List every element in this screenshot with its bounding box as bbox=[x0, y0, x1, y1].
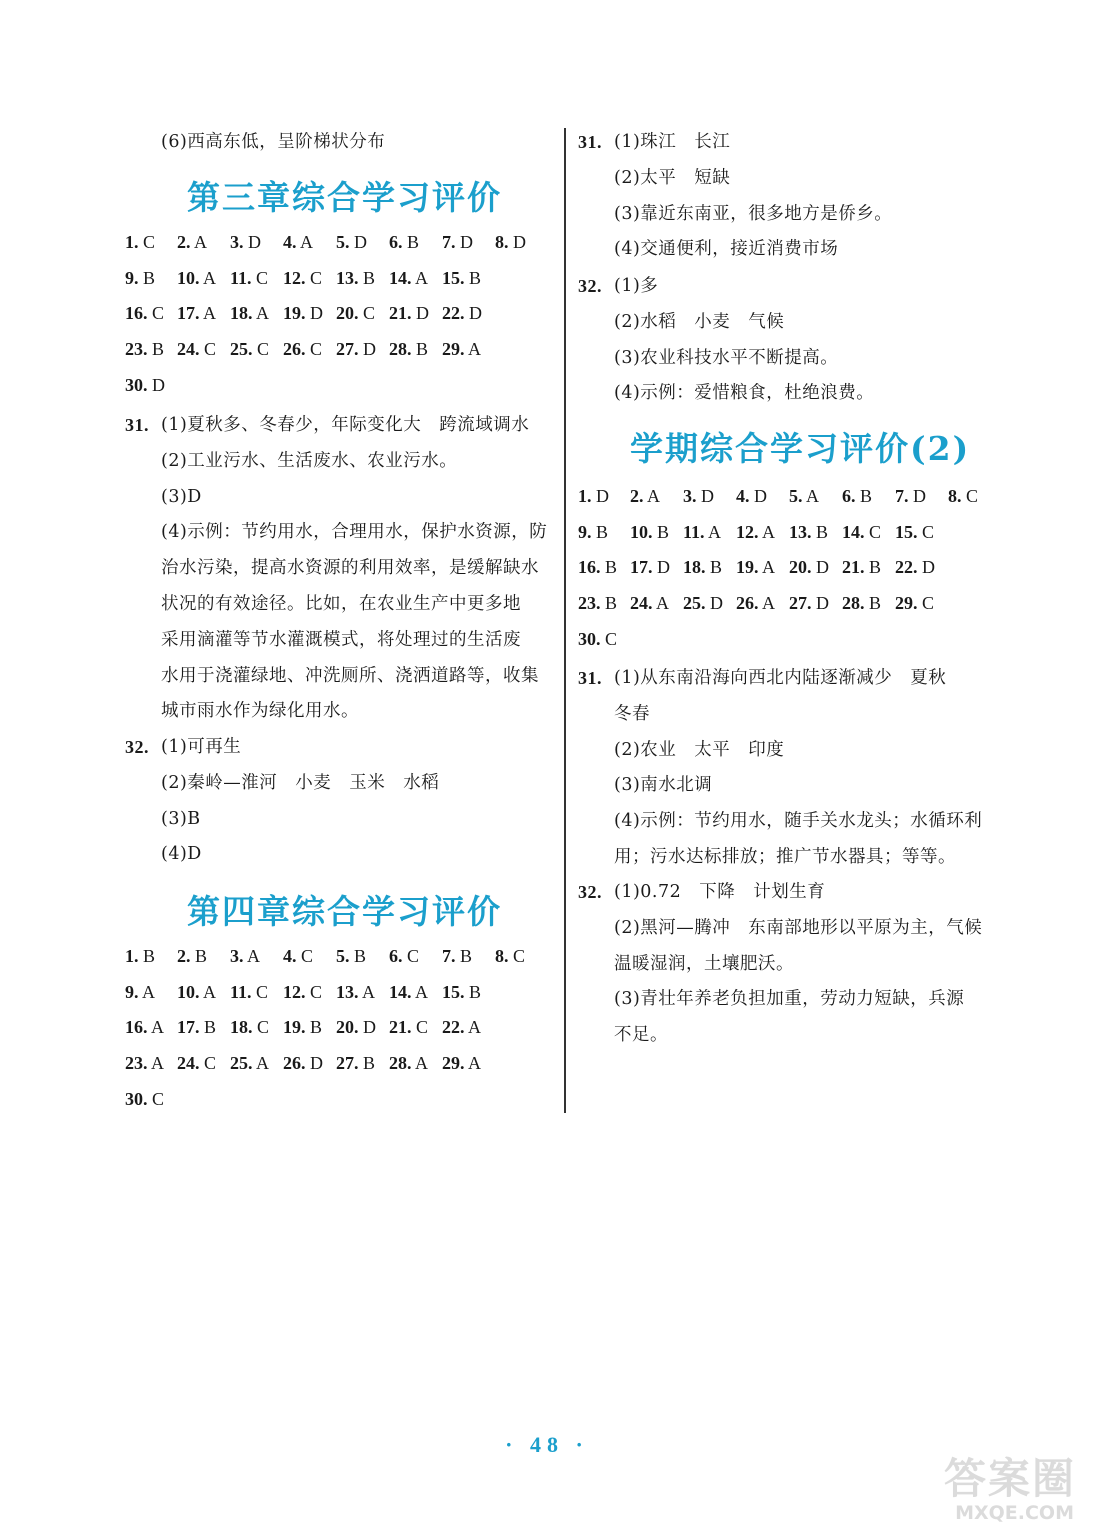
answer-item: 16. A bbox=[125, 1017, 165, 1038]
answer-line: (2)黑河—腾冲 东南部地形以平原为主，气候 bbox=[614, 917, 983, 938]
answer-item: 27. B bbox=[336, 1053, 376, 1074]
answer-item: 6. C bbox=[389, 946, 420, 966]
answer-item: 6. B bbox=[842, 486, 873, 506]
answer-item: 21. B bbox=[842, 557, 882, 578]
chapter3-title: 第三章综合学习评价 bbox=[187, 178, 502, 217]
answer-line: (4)D bbox=[161, 844, 202, 865]
answer-item: 14. A bbox=[389, 981, 429, 1002]
answer-line: (3)农业科技水平不断提高。 bbox=[614, 347, 839, 368]
answer-line: 状况的有效途径。比如，在农业生产中更多地 bbox=[161, 594, 521, 614]
answer-row bbox=[125, 1089, 545, 1113]
answer-item: 6. B bbox=[389, 232, 420, 252]
answer-row bbox=[125, 268, 545, 292]
answer-item: 17. D bbox=[630, 557, 670, 578]
answer-item: 18. A bbox=[230, 303, 270, 324]
answer-item: 22. D bbox=[895, 557, 935, 578]
term-evaluation-title: 学期综合学习评价(2) bbox=[630, 429, 971, 468]
prev-answer-line: (6)西高东低，呈阶梯状分布 bbox=[161, 132, 386, 152]
watermark-logo bbox=[906, 1446, 1076, 1524]
answer-item: 9. B bbox=[125, 267, 156, 288]
answer-item: 19. A bbox=[736, 557, 776, 578]
answer-item: 26. C bbox=[283, 339, 323, 360]
answer-item: 25. D bbox=[683, 593, 723, 614]
answer-line: (4)交通便利，接近消费市场 bbox=[614, 239, 839, 260]
question-31-number: 31. bbox=[125, 415, 149, 435]
watermark-line2: MXQE.COM bbox=[955, 1502, 1074, 1524]
answer-row bbox=[125, 946, 545, 970]
answer-line: (1)从东南沿海向西北内陆逐渐减少 夏秋 bbox=[614, 668, 947, 688]
answer-row bbox=[125, 375, 545, 399]
answer-line: (3)D bbox=[161, 486, 202, 507]
answer-row bbox=[578, 593, 998, 617]
column-divider bbox=[564, 128, 566, 1113]
answer-item: 4. A bbox=[283, 232, 314, 252]
answer-item: 9. A bbox=[125, 981, 156, 1002]
answer-row bbox=[125, 982, 545, 1006]
answer-item: 1. D bbox=[578, 486, 609, 506]
answer-item: 23. B bbox=[125, 339, 165, 360]
answer-line: (1)0.72 下降 计划生育 bbox=[614, 882, 826, 902]
answer-line: (1)多 bbox=[614, 276, 659, 296]
question-32-number: 32. bbox=[125, 737, 149, 757]
answer-item: 3. A bbox=[230, 946, 261, 966]
answer-item: 12. C bbox=[283, 981, 323, 1002]
answer-item: 7. D bbox=[895, 486, 926, 506]
answer-item: 28. A bbox=[389, 1053, 429, 1074]
answer-item: 28. B bbox=[842, 593, 882, 614]
answer-item: 11. C bbox=[230, 267, 269, 288]
answer-line: (1)夏秋多、冬春少，年际变化大 跨流域调水 bbox=[161, 415, 530, 435]
answer-item: 7. D bbox=[442, 232, 473, 252]
answer-line: (1)可再生 bbox=[161, 737, 242, 757]
answer-item: 15. B bbox=[442, 267, 482, 288]
watermark-line1: 答案圈 bbox=[943, 1454, 1076, 1503]
answer-line: (2)工业污水、生活废水、农业污水。 bbox=[161, 450, 458, 471]
answer-row bbox=[125, 232, 545, 256]
answer-line: (3)南水北调 bbox=[614, 775, 713, 796]
answer-item: 27. D bbox=[789, 593, 829, 614]
answer-line: (2)农业 太平 印度 bbox=[614, 739, 785, 760]
answer-item: 11. C bbox=[230, 981, 269, 1002]
answer-item: 4. C bbox=[283, 946, 314, 966]
answer-item: 5. A bbox=[789, 486, 820, 506]
answer-item: 19. B bbox=[283, 1017, 323, 1038]
answer-item: 21. C bbox=[389, 1017, 429, 1038]
answer-line: 温暖湿润，土壤肥沃。 bbox=[614, 953, 794, 974]
answer-line: (2)水稻 小麦 气候 bbox=[614, 311, 785, 332]
answer-item: 1. C bbox=[125, 232, 156, 252]
answer-item: 24. C bbox=[177, 1053, 217, 1074]
r-question-32-number: 32. bbox=[578, 276, 602, 296]
page-number: · 48 · bbox=[505, 1432, 589, 1457]
answer-line: (3)靠近东南亚，很多地方是侨乡。 bbox=[614, 203, 893, 224]
answer-line: 冬春 bbox=[614, 703, 650, 724]
answer-item: 24. C bbox=[177, 339, 217, 360]
answer-item: 20. C bbox=[336, 303, 376, 324]
answer-item: 2. B bbox=[177, 946, 208, 966]
answer-item: 13. B bbox=[336, 267, 376, 288]
answer-item: 2. A bbox=[630, 486, 661, 506]
answer-item: 16. C bbox=[125, 303, 165, 324]
answer-item: 23. A bbox=[125, 1053, 165, 1074]
answer-item: 28. B bbox=[389, 339, 429, 360]
answer-line: 不足。 bbox=[614, 1025, 668, 1046]
answer-item: 26. D bbox=[283, 1053, 323, 1074]
answer-item: 12. A bbox=[736, 521, 776, 542]
answer-line: 城市雨水作为绿化用水。 bbox=[161, 701, 359, 722]
answer-item: 1. B bbox=[125, 946, 156, 966]
answer-row bbox=[578, 522, 998, 546]
chapter4-title: 第四章综合学习评价 bbox=[187, 892, 502, 931]
answer-item: 9. B bbox=[578, 521, 609, 542]
answer-item: 8. C bbox=[948, 486, 979, 506]
term-question-32-number: 32. bbox=[578, 882, 602, 902]
answer-line: 治水污染，提高水资源的利用效率，是缓解缺水 bbox=[161, 558, 539, 579]
answer-line: (4)示例：爱惜粮食，杜绝浪费。 bbox=[614, 383, 875, 404]
answer-line: (4)示例：节约用水，合理用水，保护水资源，防 bbox=[161, 522, 548, 543]
answer-line: 用；污水达标排放；推广节水器具；等等。 bbox=[614, 847, 956, 867]
answer-item: 15. C bbox=[895, 521, 935, 542]
answer-item: 26. A bbox=[736, 593, 776, 614]
answer-row bbox=[125, 339, 545, 363]
answer-item: 27. D bbox=[336, 339, 376, 360]
answer-item: 20. D bbox=[789, 557, 829, 578]
answer-item: 17. A bbox=[177, 303, 217, 324]
answer-item: 13. A bbox=[336, 981, 376, 1002]
answer-row bbox=[578, 557, 998, 581]
answer-item: 29. A bbox=[442, 339, 482, 360]
answer-line: (1)珠江 长江 bbox=[614, 132, 731, 152]
answer-item: 23. B bbox=[578, 593, 618, 614]
answer-item: 8. D bbox=[495, 232, 526, 252]
answer-item: 30. C bbox=[125, 1088, 165, 1109]
r-question-31-number: 31. bbox=[578, 132, 602, 152]
answer-row bbox=[578, 486, 998, 510]
answer-item: 10. A bbox=[177, 267, 217, 288]
answer-item: 30. C bbox=[578, 628, 618, 649]
answer-item: 8. C bbox=[495, 946, 526, 966]
answer-item: 29. A bbox=[442, 1053, 482, 1074]
answer-item: 30. D bbox=[125, 374, 165, 395]
answer-item: 15. B bbox=[442, 981, 482, 1002]
answer-row bbox=[125, 1017, 545, 1041]
answer-item: 29. C bbox=[895, 593, 935, 614]
answer-line: 水用于浇灌绿地、冲洗厕所、浇洒道路等，收集 bbox=[161, 665, 539, 686]
answer-line: 采用滴灌等节水灌溉模式，将处理过的生活废 bbox=[161, 629, 521, 650]
answer-item: 16. B bbox=[578, 557, 618, 578]
answer-item: 3. D bbox=[230, 232, 261, 252]
answer-item: 4. D bbox=[736, 486, 767, 506]
answer-item: 22. D bbox=[442, 303, 482, 324]
answer-item: 25. C bbox=[230, 339, 270, 360]
answer-item: 14. A bbox=[389, 267, 429, 288]
answer-item: 24. A bbox=[630, 593, 670, 614]
answer-item: 5. B bbox=[336, 946, 367, 966]
answer-item: 7. B bbox=[442, 946, 473, 966]
answer-item: 13. B bbox=[789, 521, 829, 542]
answer-item: 17. B bbox=[177, 1017, 217, 1038]
answer-item: 2. A bbox=[177, 232, 208, 252]
answer-item: 21. D bbox=[389, 303, 429, 324]
answer-item: 11. A bbox=[683, 521, 722, 542]
term-question-31-number: 31. bbox=[578, 668, 602, 688]
answer-item: 18. B bbox=[683, 557, 723, 578]
answer-item: 20. D bbox=[336, 1017, 376, 1038]
answer-item: 25. A bbox=[230, 1053, 270, 1074]
answer-line: (2)太平 短缺 bbox=[614, 167, 731, 188]
answer-line: (2)秦岭—淮河 小麦 玉米 水稻 bbox=[161, 772, 440, 793]
answer-row bbox=[125, 303, 545, 327]
answer-item: 10. B bbox=[630, 521, 670, 542]
page-number-value: 48 bbox=[530, 1432, 564, 1457]
answer-item: 5. D bbox=[336, 232, 367, 252]
answer-item: 10. A bbox=[177, 981, 217, 1002]
answer-item: 14. C bbox=[842, 521, 882, 542]
answer-item: 12. C bbox=[283, 267, 323, 288]
answer-item: 19. D bbox=[283, 303, 323, 324]
answer-item: 18. C bbox=[230, 1017, 270, 1038]
answer-item: 22. A bbox=[442, 1017, 482, 1038]
answer-line: (3)青壮年养老负担加重，劳动力短缺，兵源 bbox=[614, 989, 965, 1010]
answer-row bbox=[578, 629, 998, 653]
answer-item: 3. D bbox=[683, 486, 714, 506]
answer-line: (3)B bbox=[161, 808, 201, 829]
answer-row bbox=[125, 1053, 545, 1077]
answer-line: (4)示例：节约用水，随手关水龙头；水循环利 bbox=[614, 811, 983, 832]
